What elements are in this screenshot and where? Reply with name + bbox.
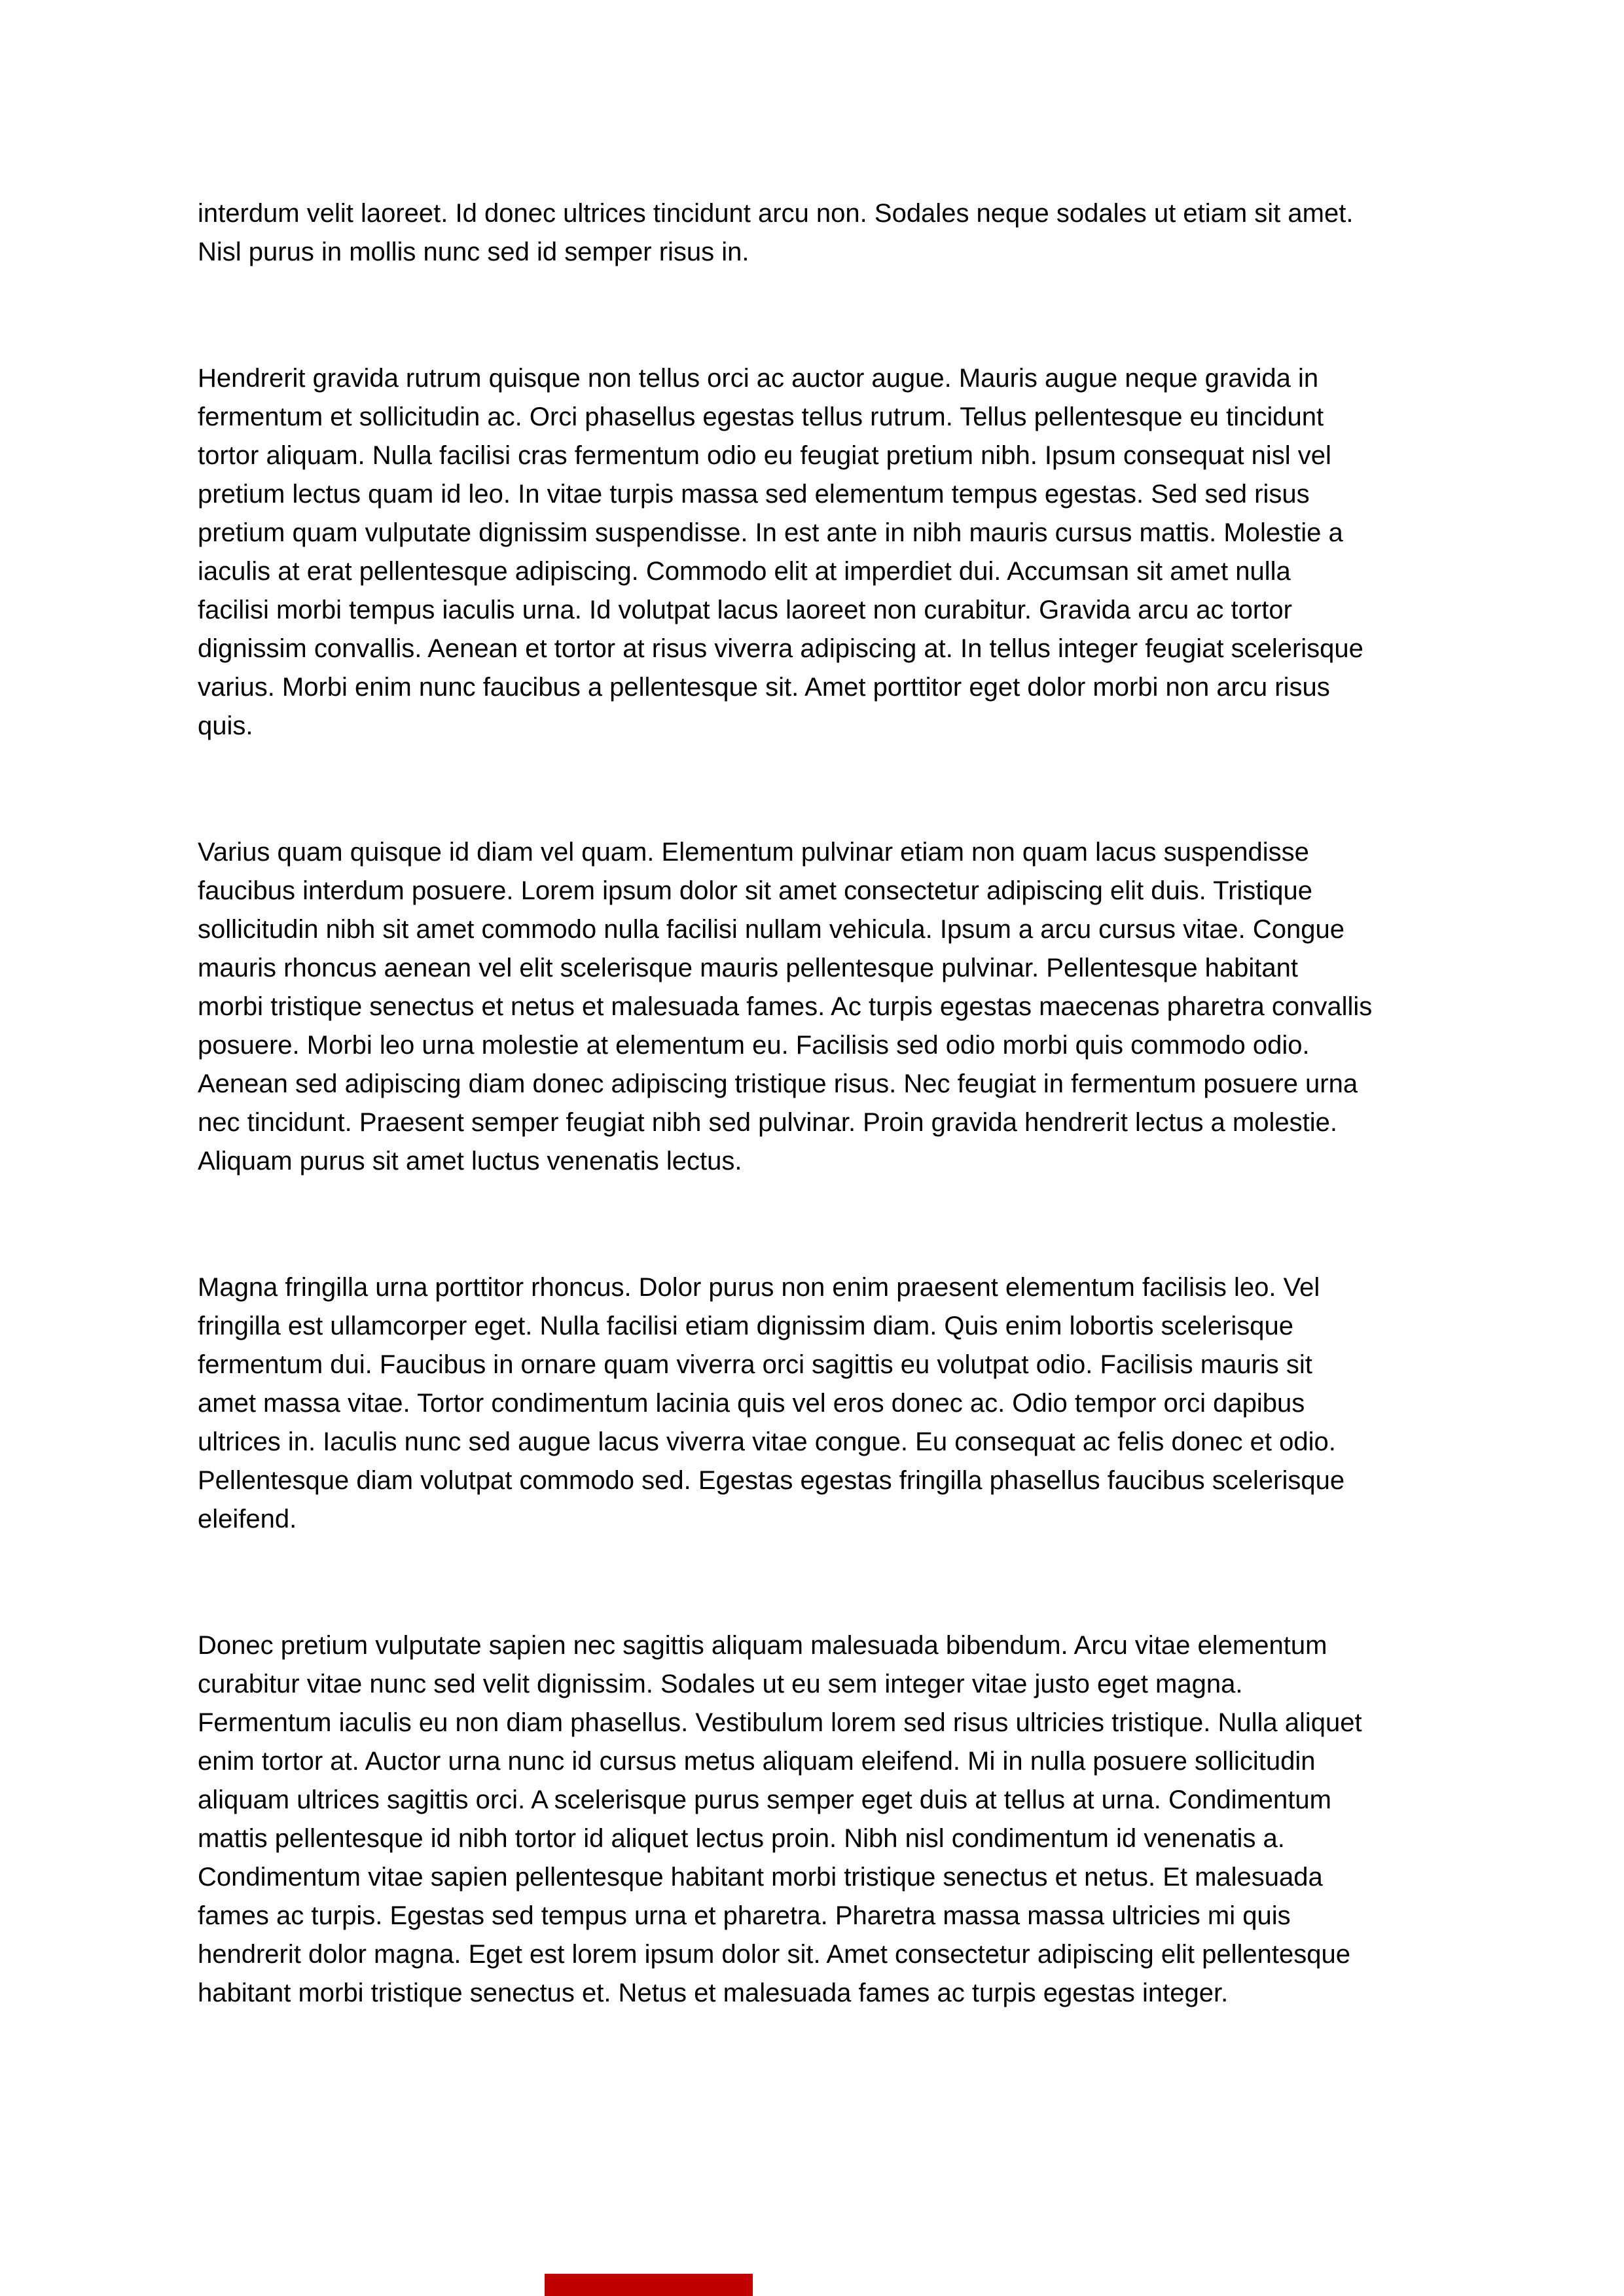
text-line: mattis pellentesque id nibh tortor id aliquet lectus proin. Nibh nisl condimentum id venenatis a.: [198, 1824, 1285, 1853]
text-line: fames ac turpis. Egestas sed tempus urna et pharetra. Pharetra massa massa ultricies mi quis: [198, 1901, 1291, 1930]
bottom-red-marker-bar: [545, 2274, 753, 2296]
text-line: fermentum dui. Faucibus in ornare quam viverra orci sagittis eu volutpat odio. Facilisis mauris sit: [198, 1350, 1312, 1379]
text-line: eleifend.: [198, 1505, 297, 1534]
text-line: Nisl purus in mollis nunc sed id semper risus in.: [198, 238, 749, 266]
text-line: Aliquam purus sit amet luctus venenatis lectus.: [198, 1147, 742, 1175]
text-line: varius. Morbi enim nunc faucibus a pellentesque sit. Amet porttitor eget dolor morbi non arcu risus: [198, 673, 1330, 702]
text-line: dignissim convallis. Aenean et tortor at risus viverra adipiscing at. In tellus integer feugiat scelerisque: [198, 634, 1363, 663]
text-line: Donec pretium vulputate sapien nec sagittis aliquam malesuada bibendum. Arcu vitae elementum: [198, 1631, 1327, 1660]
text-line: Fermentum iaculis eu non diam phasellus. Vestibulum lorem sed risus ultricies tristique. Nulla aliquet: [198, 1708, 1362, 1737]
text-line: nec tincidunt. Praesent semper feugiat nibh sed pulvinar. Proin gravida hendrerit lectus a molestie.: [198, 1108, 1337, 1137]
text-line: Pellentesque diam volutpat commodo sed. Egestas egestas fringilla phasellus faucibus scelerisque: [198, 1466, 1345, 1495]
text-line: aliquam ultrices sagittis orci. A scelerisque purus semper eget duis at tellus at urna. Condimentum: [198, 1785, 1331, 1814]
text-line: posuere. Morbi leo urna molestie at elementum eu. Facilisis sed odio morbi quis commodo odio.: [198, 1031, 1310, 1060]
text-line: facilisi morbi tempus iaculis urna. Id volutpat lacus laoreet non curabitur. Gravida arcu ac tortor: [198, 596, 1292, 624]
text-line: ultrices in. Iaculis nunc sed augue lacus viverra vitae congue. Eu consequat ac felis donec et odio.: [198, 1427, 1336, 1456]
text-line: Condimentum vitae sapien pellentesque habitant morbi tristique senectus et netus. Et malesuada: [198, 1863, 1323, 1892]
text-line: mauris rhoncus aenean vel elit scelerisque mauris pellentesque pulvinar. Pellentesque habitant: [198, 954, 1299, 982]
text-line: interdum velit laoreet. Id donec ultrices tincidunt arcu non. Sodales neque sodales ut etiam sit amet.: [198, 199, 1354, 228]
document-body-text: [198, 194, 1431, 2100]
text-line: amet massa vitae. Tortor condimentum lacinia quis vel eros donec ac. Odio tempor orci dapibus: [198, 1389, 1305, 1418]
text-line: sollicitudin nibh sit amet commodo nulla facilisi nullam vehicula. Ipsum a arcu cursus vitae. Congue: [198, 915, 1344, 944]
text-paragraph: [198, 359, 1431, 745]
text-line: morbi tristique senectus et netus et malesuada fames. Ac turpis egestas maecenas pharetra convallis: [198, 992, 1373, 1021]
text-line: enim tortor at. Auctor urna nunc id cursus metus aliquam eleifend. Mi in nulla posuere sollicitudin: [198, 1747, 1316, 1776]
text-line: Magna fringilla urna porttitor rhoncus. Dolor purus non enim praesent elementum facilisis leo. Vel: [198, 1273, 1320, 1302]
text-line: Varius quam quisque id diam vel quam. Elementum pulvinar etiam non quam lacus suspendisse: [198, 838, 1309, 867]
text-line: habitant morbi tristique senectus et. Netus et malesuada fames ac turpis egestas integer.: [198, 1979, 1229, 2007]
text-line: quis.: [198, 711, 253, 740]
text-paragraph: [198, 1268, 1431, 1539]
text-line: faucibus interdum posuere. Lorem ipsum dolor sit amet consectetur adipiscing elit duis. Tristique: [198, 876, 1313, 905]
text-line: Aenean sed adipiscing diam donec adipiscing tristique risus. Nec feugiat in fermentum posuere urna: [198, 1069, 1358, 1098]
text-line: pretium lectus quam id leo. In vitae turpis massa sed elementum tempus egestas. Sed sed risus: [198, 480, 1310, 509]
text-line: curabitur vitae nunc sed velit dignissim. Sodales ut eu sem integer vitae justo eget magna.: [198, 1670, 1243, 1698]
text-line: fermentum et sollicitudin ac. Orci phasellus egestas tellus rutrum. Tellus pellentesque eu tincidunt: [198, 403, 1324, 431]
text-paragraph: [198, 833, 1431, 1181]
text-line: tortor aliquam. Nulla facilisi cras fermentum odio eu feugiat pretium nibh. Ipsum consequat nisl vel: [198, 441, 1331, 470]
text-paragraph: [198, 1626, 1431, 2013]
text-line: Hendrerit gravida rutrum quisque non tellus orci ac auctor augue. Mauris augue neque gravida in: [198, 364, 1319, 393]
text-line: pretium quam vulputate dignissim suspendisse. In est ante in nibh mauris cursus mattis. Molestie a: [198, 518, 1343, 547]
text-line: iaculis at erat pellentesque adipiscing. Commodo elit at imperdiet dui. Accumsan sit amet nulla: [198, 557, 1291, 586]
text-line: hendrerit dolor magna. Eget est lorem ipsum dolor sit. Amet consectetur adipiscing elit pellentesque: [198, 1940, 1350, 1969]
text-paragraph: [198, 194, 1431, 272]
text-line: fringilla est ullamcorper eget. Nulla facilisi etiam dignissim diam. Quis enim lobortis scelerisque: [198, 1312, 1293, 1340]
